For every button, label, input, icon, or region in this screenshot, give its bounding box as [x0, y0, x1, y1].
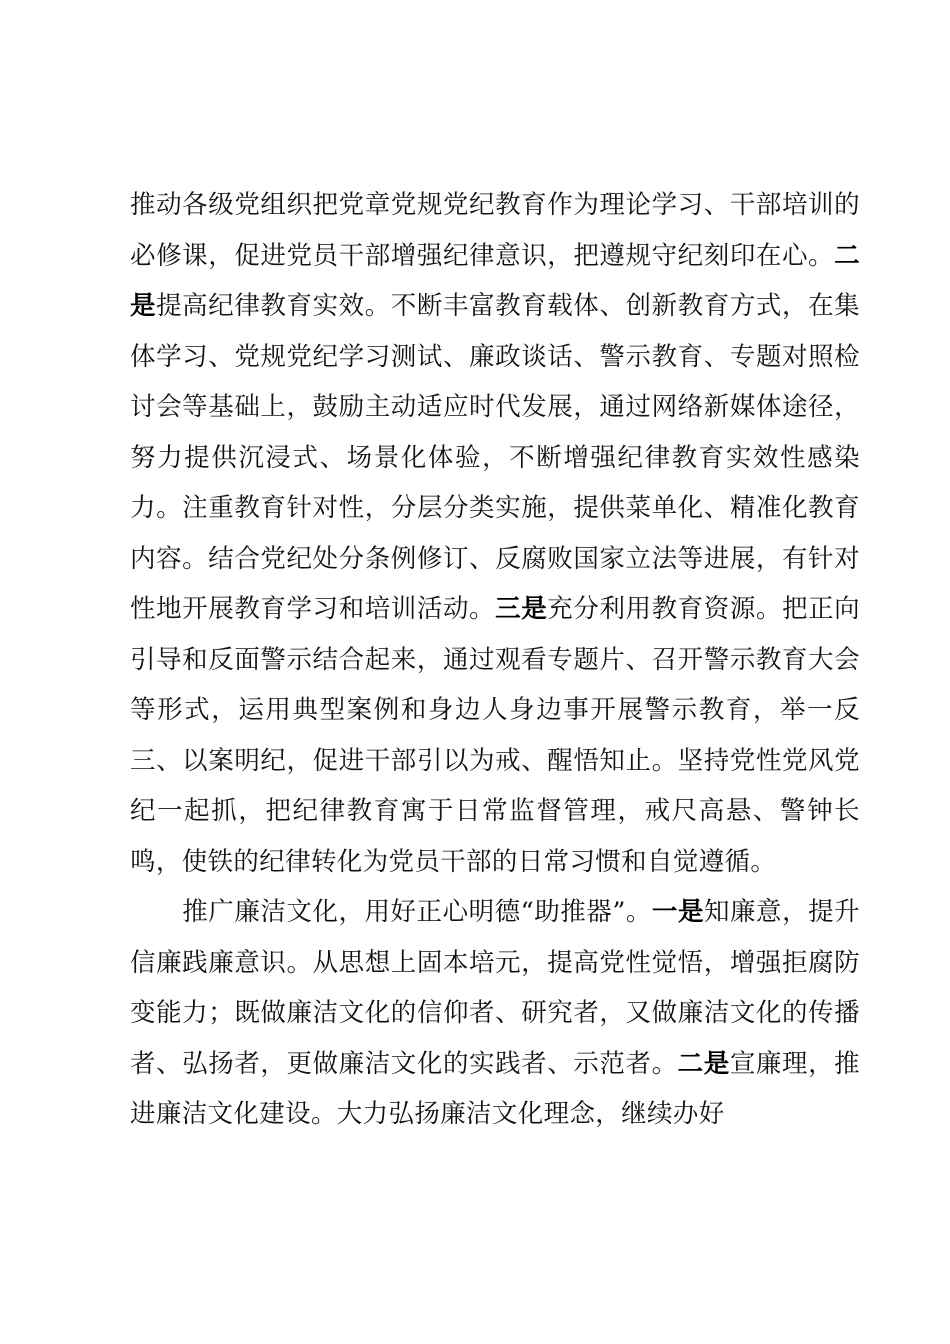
text-run: 宣廉理，推进廉洁文化建设。大力弘扬廉洁文化理念，继续办好 [130, 1048, 860, 1129]
text-run: 提高纪律教育实效。不断丰富教育载体、创新教育方式，在集体学习、党规党纪学习测试、廉政谈话、警示教育、专题对照检讨会等基础上，鼓励主动适应时代发展，通过网络新媒体途径，努力提供沉浸式、场景化体验，不断增强纪律教育实效性感染力。注重教育针对性，分层分类实施，提供菜单化、精准化教育内容。结合党纪处分条例修订、反腐败国家立法等进展，有针对性地开展教育学习和培训活动。 [130, 291, 861, 624]
bold-marker-second: 二是 [130, 240, 860, 321]
paragraph-discipline-education [130, 180, 860, 887]
text-run: 推广廉洁文化，用好正心明德“助推器”。 [182, 897, 652, 927]
text-run: 充分利用教育资源。把正向引导和反面警示结合起来，通过观看专题片、召开警示教育大会等形式，运用典型案例和身边人身边事开展警示教育，举一反三、以案明纪，促进干部引以为戒、醒悟知止。坚持党性党风党纪一起抓，把纪律教育寓于日常监督管理，戒尺高悬、警钟长鸣，使铁的纪律转化为党员干部的日常习惯和自觉遵循。 [130, 594, 861, 877]
text-run: 知廉意，提升信廉践廉意识。从思想上固本培元，提高党性觉悟，增强拒腐防变能力；既做廉洁文化的信仰者、研究者，又做廉洁文化的传播者、弘扬者，更做廉洁文化的实践者、示范者。 [130, 897, 860, 1079]
bold-marker-first: 一是 [651, 897, 704, 927]
bold-marker-second: 二是 [677, 1048, 730, 1079]
paragraph-integrity-culture [130, 887, 860, 1140]
document-body [130, 180, 860, 1140]
text-run: 推动各级党组织把党章党规党纪教育作为理论学习、干部培训的必修课，促进党员干部增强纪律意识，把遵规守纪刻印在心。 [130, 190, 860, 271]
bold-marker-third: 三是 [495, 594, 548, 624]
